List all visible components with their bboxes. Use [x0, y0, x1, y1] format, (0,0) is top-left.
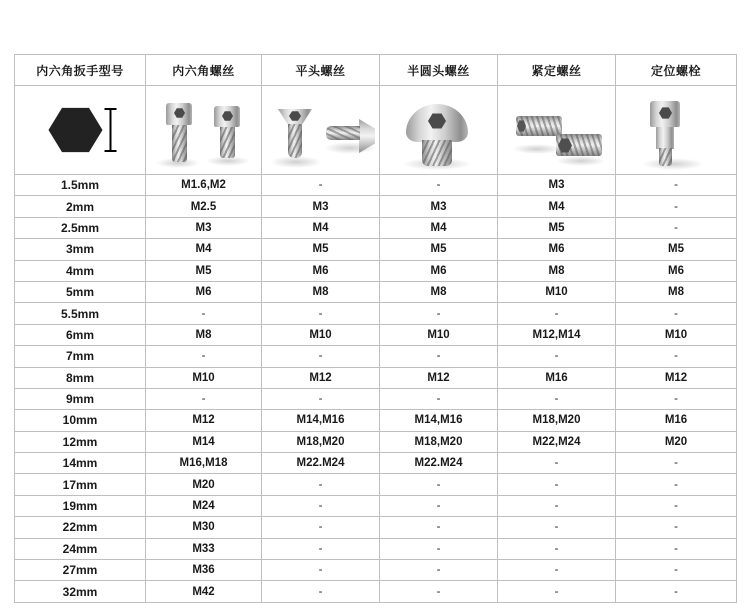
- screw-size-cell: -: [498, 388, 616, 409]
- screw-size-cell: M33: [146, 538, 262, 559]
- table-row: [15, 281, 737, 302]
- hex-key-size-cell: 22mm: [15, 517, 146, 538]
- screw-size-cell: -: [380, 346, 498, 367]
- screw-size-cell: -: [498, 453, 616, 474]
- screw-size-cell: M16: [616, 410, 737, 431]
- hex-key-size-cell: 7mm: [15, 346, 146, 367]
- screw-size-cell: M1.6,M2: [146, 175, 262, 196]
- screw-size-cell: M12: [262, 367, 380, 388]
- table-header-row: [15, 55, 737, 86]
- screw-size-cell: -: [262, 538, 380, 559]
- screw-size-cell: -: [262, 346, 380, 367]
- screw-size-cell: -: [498, 560, 616, 581]
- column-header-button-head-screw: 半圆头螺丝: [380, 55, 498, 86]
- table-illustration-row: [15, 86, 737, 175]
- screw-size-cell: M4: [498, 196, 616, 217]
- hex-key-size-cell: 2mm: [15, 196, 146, 217]
- screw-size-cell: M10: [146, 367, 262, 388]
- hex-key-size-cell: 12mm: [15, 431, 146, 452]
- hex-key-size-cell: 17mm: [15, 474, 146, 495]
- table-row: [15, 388, 737, 409]
- table-row: [15, 495, 737, 516]
- screw-size-cell: -: [262, 474, 380, 495]
- screw-size-cell: -: [262, 495, 380, 516]
- shoulder-bolt-image-cell: [616, 86, 737, 175]
- screw-size-cell: M10: [262, 324, 380, 345]
- hex-key-size-cell: 1.5mm: [15, 175, 146, 196]
- screw-size-cell: M6: [616, 260, 737, 281]
- screw-size-cell: M8: [146, 324, 262, 345]
- screw-size-cell: -: [380, 538, 498, 559]
- screw-size-cell: M4: [146, 239, 262, 260]
- table-row: [15, 239, 737, 260]
- screw-size-cell: -: [146, 346, 262, 367]
- screw-size-cell: M5: [498, 217, 616, 238]
- screw-size-cell: -: [262, 517, 380, 538]
- screw-size-cell: M18,M20: [498, 410, 616, 431]
- screw-size-cell: M12: [616, 367, 737, 388]
- screw-size-cell: M6: [146, 281, 262, 302]
- screw-size-cell: -: [616, 388, 737, 409]
- hex-key-icon-cell: [15, 86, 146, 175]
- table-row: [15, 431, 737, 452]
- table-body: [15, 175, 737, 603]
- screw-size-cell: M12,M14: [498, 324, 616, 345]
- screw-size-cell: M5: [262, 239, 380, 260]
- screw-size-cell: M3: [262, 196, 380, 217]
- screw-size-cell: -: [616, 495, 737, 516]
- flat-head-screw-image-cell: [262, 86, 380, 175]
- table-row: [15, 581, 737, 602]
- screw-size-cell: -: [616, 175, 737, 196]
- screw-size-cell: -: [262, 560, 380, 581]
- screw-size-cell: -: [146, 388, 262, 409]
- screw-size-cell: M10: [380, 324, 498, 345]
- table-container: [14, 54, 736, 603]
- screw-size-cell: M22.M24: [262, 453, 380, 474]
- screw-size-cell: M6: [498, 239, 616, 260]
- set-screw-image-cell: [498, 86, 616, 175]
- screw-size-cell: M42: [146, 581, 262, 602]
- screw-size-cell: -: [380, 581, 498, 602]
- screw-size-cell: M8: [380, 281, 498, 302]
- screw-size-cell: -: [616, 538, 737, 559]
- screw-size-cell: M3: [146, 217, 262, 238]
- screw-size-cell: -: [262, 175, 380, 196]
- socket-cap-screw-image: [146, 86, 261, 174]
- table-row: [15, 453, 737, 474]
- hex-key-size-cell: 4mm: [15, 260, 146, 281]
- hex-key-size-cell: 5.5mm: [15, 303, 146, 324]
- screw-size-cell: -: [616, 581, 737, 602]
- screw-size-cell: -: [616, 517, 737, 538]
- screw-size-cell: M10: [498, 281, 616, 302]
- screw-size-cell: M22,M24: [498, 431, 616, 452]
- screw-size-cell: M8: [498, 260, 616, 281]
- table-row: [15, 517, 737, 538]
- screw-size-cell: M12: [380, 367, 498, 388]
- table-row: [15, 303, 737, 324]
- screw-size-cell: M24: [146, 495, 262, 516]
- screw-size-cell: -: [498, 538, 616, 559]
- table-row: [15, 196, 737, 217]
- column-header-socket-cap-screw: 内六角螺丝: [146, 55, 262, 86]
- screw-size-cell: M6: [380, 260, 498, 281]
- screw-size-cell: -: [616, 560, 737, 581]
- screw-size-cell: -: [380, 474, 498, 495]
- screw-size-cell: -: [380, 303, 498, 324]
- button-head-screw-image: [380, 86, 497, 174]
- screw-size-cell: -: [380, 388, 498, 409]
- column-header-set-screw: 紧定螺丝: [498, 55, 616, 86]
- screw-size-cell: M8: [616, 281, 737, 302]
- screw-size-cell: -: [616, 303, 737, 324]
- hex-key-icon: [49, 107, 112, 153]
- table-row: [15, 560, 737, 581]
- screw-size-cell: M22.M24: [380, 453, 498, 474]
- screw-size-cell: -: [262, 303, 380, 324]
- screw-size-cell: M14,M16: [262, 410, 380, 431]
- screw-size-cell: M30: [146, 517, 262, 538]
- screw-size-cell: -: [262, 581, 380, 602]
- table-row: [15, 538, 737, 559]
- screw-size-cell: M16: [498, 367, 616, 388]
- screw-size-cell: M2.5: [146, 196, 262, 217]
- hex-key-size-cell: 10mm: [15, 410, 146, 431]
- screw-size-cell: M3: [380, 196, 498, 217]
- hex-key-size-cell: 5mm: [15, 281, 146, 302]
- screw-size-cell: M14: [146, 431, 262, 452]
- screw-size-cell: M18,M20: [380, 431, 498, 452]
- screw-size-cell: M5: [616, 239, 737, 260]
- screw-size-cell: M5: [146, 260, 262, 281]
- screw-size-cell: -: [498, 346, 616, 367]
- hex-key-size-cell: 9mm: [15, 388, 146, 409]
- flat-head-screw-image: [262, 86, 379, 174]
- screw-size-cell: M20: [616, 431, 737, 452]
- hex-key-size-cell: 3mm: [15, 239, 146, 260]
- screw-size-cell: M18,M20: [262, 431, 380, 452]
- table-row: [15, 324, 737, 345]
- hex-key-size-cell: 24mm: [15, 538, 146, 559]
- table-row: [15, 367, 737, 388]
- table-row: [15, 474, 737, 495]
- table-row: [15, 217, 737, 238]
- screw-size-cell: M4: [262, 217, 380, 238]
- screw-size-cell: M12: [146, 410, 262, 431]
- hex-key-size-cell: 32mm: [15, 581, 146, 602]
- screw-size-cell: M36: [146, 560, 262, 581]
- set-screw-image: [498, 86, 615, 174]
- hex-key-size-cell: 27mm: [15, 560, 146, 581]
- socket-cap-screw-image-cell: [146, 86, 262, 175]
- screw-size-cell: M6: [262, 260, 380, 281]
- screw-size-cell: -: [380, 175, 498, 196]
- screw-size-cell: M5: [380, 239, 498, 260]
- screw-size-cell: -: [498, 581, 616, 602]
- screw-size-cell: -: [262, 388, 380, 409]
- screw-size-cell: -: [616, 453, 737, 474]
- screw-size-cell: -: [498, 303, 616, 324]
- screw-size-cell: -: [616, 346, 737, 367]
- table-row: [15, 260, 737, 281]
- screw-size-cell: M4: [380, 217, 498, 238]
- table-row: [15, 346, 737, 367]
- table-row: [15, 175, 737, 196]
- screw-size-cell: -: [616, 474, 737, 495]
- screw-size-cell: -: [380, 517, 498, 538]
- hex-key-size-cell: 19mm: [15, 495, 146, 516]
- screw-size-cell: -: [380, 560, 498, 581]
- screw-size-cell: M14,M16: [380, 410, 498, 431]
- table-row: [15, 410, 737, 431]
- column-header-shoulder-bolt: 定位螺栓: [616, 55, 737, 86]
- screw-size-cell: M10: [616, 324, 737, 345]
- button-head-screw-image-cell: [380, 86, 498, 175]
- screw-size-cell: -: [146, 303, 262, 324]
- column-header-hex-key: 内六角扳手型号: [15, 55, 146, 86]
- screw-size-cell: M3: [498, 175, 616, 196]
- screw-size-cell: M8: [262, 281, 380, 302]
- screw-size-cell: -: [616, 196, 737, 217]
- column-header-flat-head-screw: 平头螺丝: [262, 55, 380, 86]
- shoulder-bolt-image: [616, 86, 736, 174]
- hex-key-size-cell: 14mm: [15, 453, 146, 474]
- screw-size-cell: M16,M18: [146, 453, 262, 474]
- hex-key-size-cell: 6mm: [15, 324, 146, 345]
- hex-key-size-cell: 8mm: [15, 367, 146, 388]
- screw-size-cell: -: [498, 474, 616, 495]
- hex-key-size-cell: 2.5mm: [15, 217, 146, 238]
- screw-size-cell: -: [498, 517, 616, 538]
- hex-key-size-table: [14, 54, 737, 603]
- screw-size-cell: M20: [146, 474, 262, 495]
- screw-size-cell: -: [380, 495, 498, 516]
- screw-size-cell: -: [498, 495, 616, 516]
- screw-size-cell: -: [616, 217, 737, 238]
